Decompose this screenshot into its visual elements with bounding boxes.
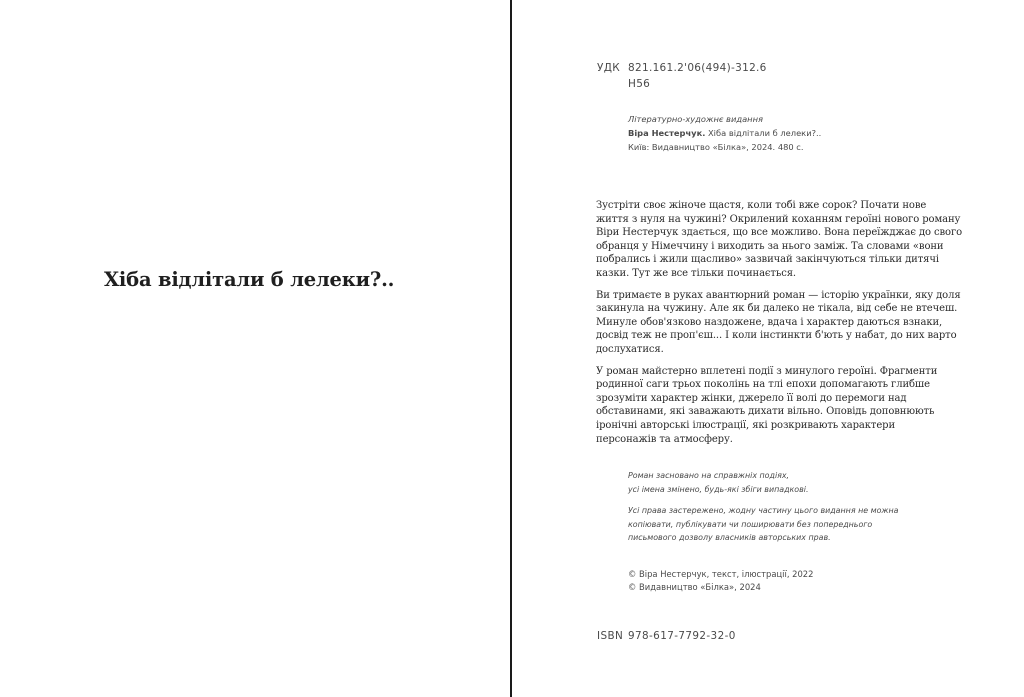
disclaimer-line: усі імена змінено, будь-які збіги випадкові. [628,484,809,494]
annotation-line: обранця у Німеччину і виходить за нього заміж. Та словами «вони [596,240,944,252]
annotation-line: родинної саги трьох поколінь на тлі епохи допомагають глибше [596,379,930,391]
book-annotation [596,199,963,454]
isbn-number: 978-617-7792-32-0 [628,630,736,642]
left-page [0,0,511,697]
annotation-line: Ви тримаєте в руках авантюрний роман — історію українки, яку доля [596,289,961,301]
legal-notice [628,469,899,553]
half-title: Хіба відлітали б лелеки?.. [104,268,395,291]
book-title: Хіба відлітали б лелеки?.. [708,128,822,139]
udk-block [597,60,767,92]
annotation-line: У роман майстерно вплетені події з минулого героїні. Фрагменти [596,365,938,377]
udk-label: УДК [597,62,620,74]
annotation-line: життя з нуля на чужині? Окрилений коханням героїні нового роману [596,213,961,225]
rights-line: Усі права застережено, жодну частину цього видання не можна [628,506,899,516]
annotation-paragraph-2 [596,289,961,357]
annotation-line: побрались і жили щасливо» зазвичай закінчуються тільки дитячі [596,254,939,266]
udk-row [597,60,767,76]
disclaimer-line: Роман засновано на справжніх подіях, [628,471,790,480]
annotation-line: Віри Нестерчук здається, що все можливо. Вона переїжджає до свого [596,227,963,239]
isbn-label: ISBN [597,630,624,642]
annotation-line: досвід теж не проп'єш... І коли інстинкти б'ють у набат, до них варто [596,330,957,342]
udk-code: 821.161.2'06(494)-312.6 [628,62,767,74]
annotation-paragraph-1 [596,199,963,281]
rights-line: копіювати, публікувати чи поширювати без попереднього [628,519,873,529]
edition-genre: Літературно-художнє видання [628,114,764,124]
annotation-line: іронічні авторські ілюстрації, які розкривають характери [596,419,896,431]
annotation-line: закинула на чужину. Але як би далеко не тікала, від себе не втечеш. [596,303,958,315]
author-title-line [628,126,821,140]
book-author: Віра Нестерчук. [628,128,706,139]
copyright-block [628,568,813,594]
author-mark: Н56 [628,78,651,90]
annotation-line: Зустріти своє жіноче щастя, коли тобі вже сорок? Почати нове [596,200,927,211]
right-page [512,0,1024,697]
annotation-paragraph-3 [596,365,956,447]
copyright-line-author: © Віра Нестерчук, текст, ілюстрації, 2022 [628,569,814,579]
rights-line: письмового дозволу власників авторських прав. [628,533,831,543]
isbn-block [597,630,736,642]
annotation-line: зрозуміти характер жінки, джерело її волі до перемоги над [596,392,907,404]
annotation-line: персонажів та атмосферу. [596,433,733,445]
annotation-line: дослухатися. [596,343,664,355]
fiction-disclaimer [628,469,899,496]
bibliographic-record [628,112,821,155]
copyright-line-publisher: © Видавництво «Білка», 2024 [628,582,761,592]
imprint-line: Київ: Видавництво «Білка», 2024. 480 с. [628,142,804,153]
annotation-line: обставинами, які заважають дихати вільно. Оповідь доповнюють [596,406,935,418]
annotation-line: казки. Тут же все тільки починається. [596,267,797,279]
rights-reserved-notice [628,504,899,545]
annotation-line: Минуле обов'язково наздожене, вдача і характер даються взнаки, [596,316,943,328]
